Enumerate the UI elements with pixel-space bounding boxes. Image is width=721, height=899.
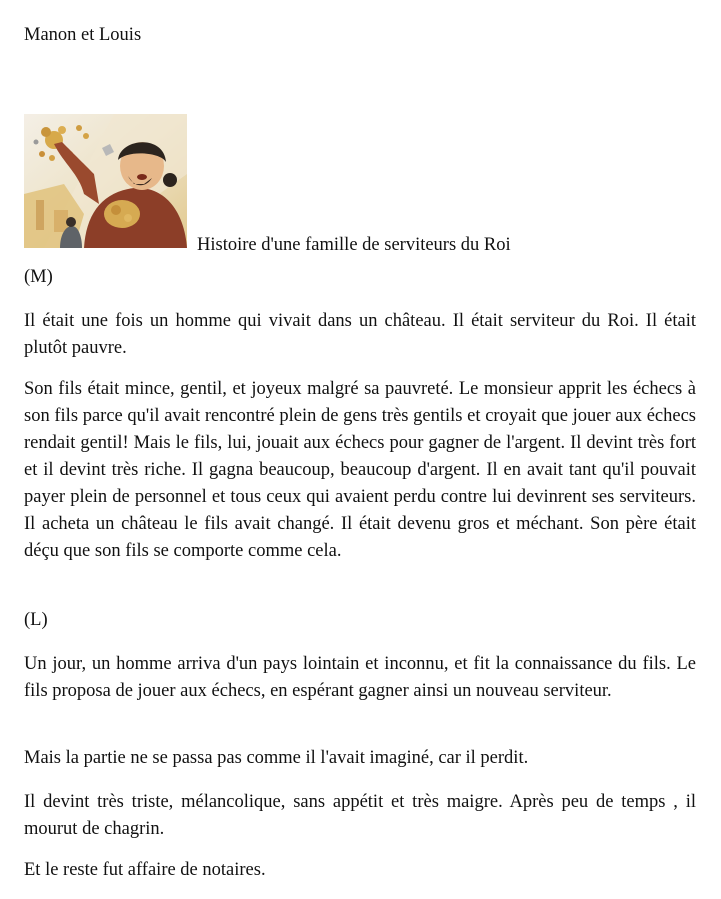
paragraph: Il était une fois un homme qui vivait dans un château. Il était serviteur du Roi. Il était plutôt pauvre.: [24, 311, 696, 358]
treasure-bundle: [104, 200, 140, 228]
paragraph: Et le reste fut affaire de notaires.: [24, 860, 266, 880]
paragraph: Mais la partie ne se passa pas comme il l'avait imaginé, car il perdit.: [24, 748, 529, 768]
paragraph: Il devint très triste, mélancolique, sans appétit et très maigre. Après peu de temps , il mourut de chagrin.: [24, 792, 696, 839]
paragraph: Un jour, un homme arriva d'un pays lointain et inconnu, et fit la connaissance du fils. Le fils proposa de jouer aux échecs, en espérant gagner ainsi un nouveau serviteur.: [24, 654, 696, 701]
paragraph: Son fils était mince, gentil, et joyeux malgré sa pauvreté. Le monsieur apprit les échecs à son fils parce qu'il avait rencontré plein de gens très gentils et croyait que jouer aux échecs rendait gentil! Mais le fils, lui, jouait aux échecs pour gagner de l'argent. Il devint très fort et il devint très riche. Il gagna beaucoup, beaucoup d'argent. Il en avait tant qu'il pouvait payer plein de personnel et tous ceux qui avaient perdu contre lui devinrent ses serviteurs. Il acheta un château le fils avait changé. Il était devenu gros et méchant. Son père était déçu que son fils se comporte comme cela.: [24, 379, 696, 561]
image-caption: Histoire d'une famille de serviteurs du Roi: [197, 235, 511, 255]
section-marker-l: (L): [24, 610, 48, 630]
section-marker-m: (M): [24, 267, 53, 287]
figure-row: [24, 108, 511, 255]
document-title: Manon et Louis: [24, 25, 142, 45]
illustration-rich-man-coins-image: [24, 114, 187, 248]
